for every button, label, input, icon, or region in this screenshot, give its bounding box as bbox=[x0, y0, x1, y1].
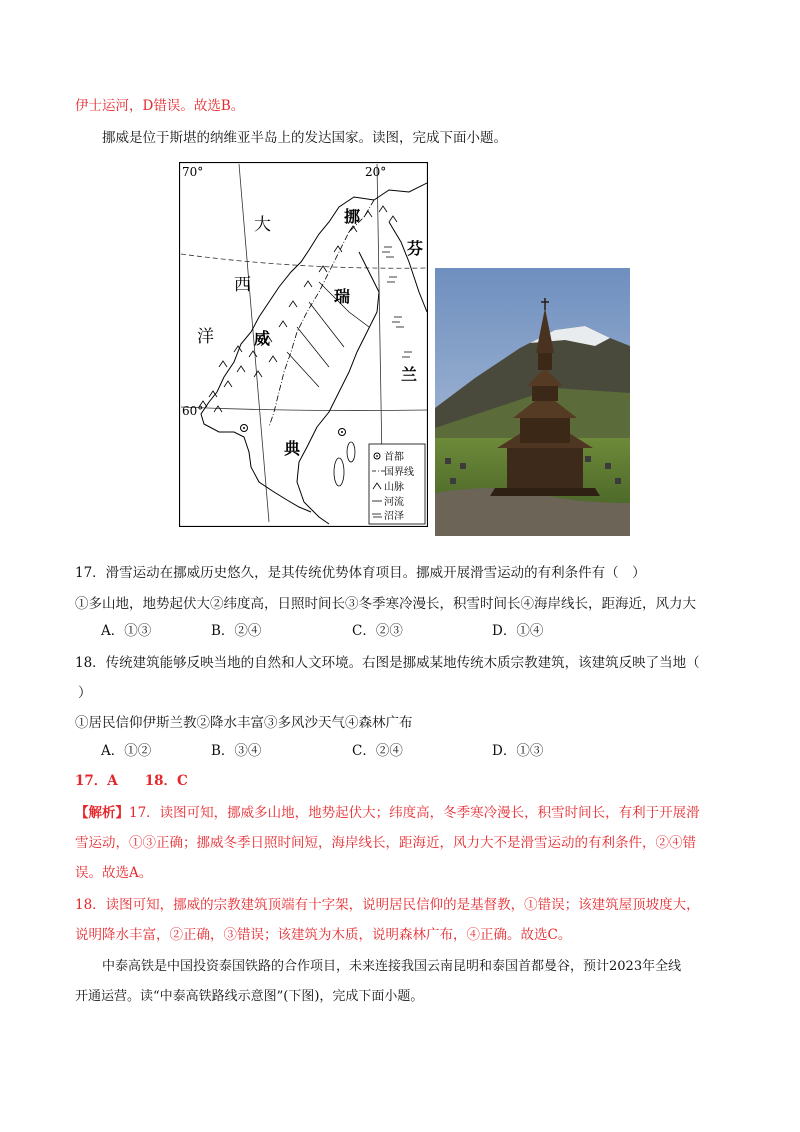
label-norway-2: 威 bbox=[254, 329, 271, 348]
q18-options bbox=[0, 741, 800, 761]
label-finland-1: 芬 bbox=[407, 239, 424, 258]
q18-option-d[interactable]: D．①③ bbox=[492, 743, 544, 759]
map-legend bbox=[369, 444, 425, 524]
legend-swamp: 沼泽 bbox=[384, 511, 404, 522]
legend-river: 河流 bbox=[384, 497, 404, 508]
legend-border: 国界线 bbox=[384, 467, 414, 478]
q18-items: ①居民信仰伊斯兰教②降水丰富③多风沙天气④森林广布 bbox=[75, 715, 413, 731]
q18-stem-cont: ） bbox=[78, 685, 92, 701]
q17-stem: 17．滑雪运动在挪威历史悠久，是其传统优势体育项目。挪威开展滑雪运动的有利条件有（ ） bbox=[75, 565, 646, 581]
answer-key: 17．A 18．C bbox=[75, 773, 188, 789]
label-finland-2: 兰 bbox=[401, 365, 418, 384]
q18-option-c[interactable]: C．②④ bbox=[352, 743, 403, 759]
q17-option-c[interactable]: C．②③ bbox=[352, 623, 403, 639]
intro-rail-2: 开通运营。读“中泰高铁路线示意图”(下图)，完成下面小题。 bbox=[75, 989, 424, 1004]
analysis-text-1: 17．读图可知，挪威多山地，地势起伏大；纬度高，冬季寒冷漫长，积雪时间长，有利于开展滑 bbox=[129, 805, 700, 821]
q17-items: ①多山地，地势起伏大②纬度高，日照时间长③冬季寒冷漫长，积雪时间长④海岸线长，距海近，风力大 bbox=[75, 596, 696, 612]
intro-rail-1: 中泰高铁是中国投资泰国铁路的合作项目，未来连接我国云南昆明和泰国首都曼谷，预计2023年全线 bbox=[102, 959, 682, 974]
q17-option-b[interactable]: B．②④ bbox=[211, 623, 262, 639]
q17-option-d[interactable]: D．①④ bbox=[492, 623, 544, 639]
analysis-tag: 【解析】 bbox=[75, 805, 129, 821]
analysis-line-3: 误。故选A。 bbox=[75, 865, 153, 881]
q17-options bbox=[0, 621, 800, 641]
analysis-line-1 bbox=[75, 803, 700, 823]
legend-capital: 首都 bbox=[384, 452, 404, 463]
analysis-line-5: 说明降水丰富，②正确，③错误；该建筑为木质，说明森林广布，④正确。故选C。 bbox=[75, 927, 572, 943]
label-ocean-1: 大 bbox=[254, 215, 271, 235]
legend-mountain: 山脉 bbox=[384, 482, 404, 493]
label-ocean-3: 洋 bbox=[197, 327, 214, 347]
label-20: 20° bbox=[365, 165, 387, 179]
label-sweden-1: 瑞 bbox=[334, 287, 351, 306]
label-sweden-2: 典 bbox=[284, 439, 301, 458]
q17-option-a[interactable]: A．①③ bbox=[101, 623, 152, 639]
q18-stem: 18．传统建筑能够反映当地的自然和人文环境。右图是挪威某地传统木质宗教建筑，该建筑反映了当地（ bbox=[75, 655, 700, 671]
previous-answer-tail: 伊士运河，D错误。故选B。 bbox=[75, 98, 245, 114]
q18-option-a[interactable]: A．①② bbox=[101, 743, 152, 759]
label-norway-1: 挪 bbox=[344, 207, 361, 226]
label-60: 60° bbox=[182, 404, 204, 418]
label-70: 70° bbox=[182, 165, 204, 179]
analysis-line-2: 雪运动，①③正确；挪威冬季日照时间短，海岸线长，距海近，风力大不是滑雪运动的有利条件，②④错 bbox=[75, 835, 696, 851]
label-ocean-2: 西 bbox=[234, 275, 251, 295]
analysis-line-4: 18．读图可知，挪威的宗教建筑顶端有十字架，说明居民信仰的是基督教，①错误；该建筑屋顶坡度大， bbox=[75, 897, 700, 913]
q18-option-b[interactable]: B．③④ bbox=[211, 743, 262, 759]
intro-norway: 挪威是位于斯堪的纳维亚半岛上的发达国家。读图，完成下面小题。 bbox=[102, 130, 507, 146]
stave-church-photo bbox=[435, 268, 630, 536]
norway-map bbox=[179, 162, 428, 527]
